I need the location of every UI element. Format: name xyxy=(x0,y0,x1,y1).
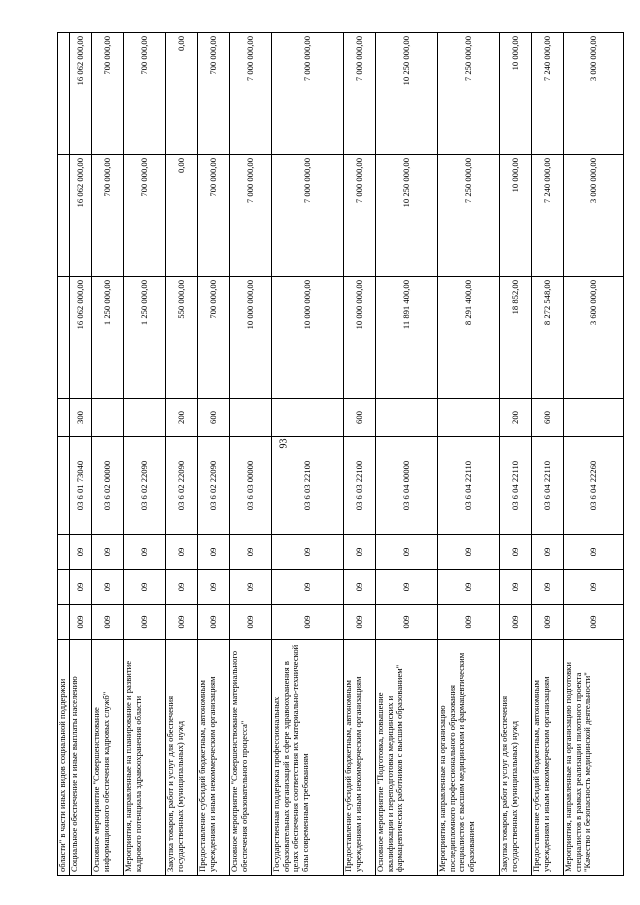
amount-col-2: 3 000 000,00 xyxy=(564,155,624,277)
amount-col-3: 7 250 000,00 xyxy=(438,33,500,155)
amount-col-2: 0,00 xyxy=(166,155,198,277)
row-name: Основное мероприятие "Совершенствование материального обеспечения образовательного процесса" xyxy=(230,640,272,876)
target-article-code: 03 6 04 00000 xyxy=(376,437,438,535)
table-row xyxy=(344,33,376,876)
table-row xyxy=(70,33,92,876)
row-name: Предоставление субсидий бюджетным, автономным учреждениям и иным некоммерческим организациям xyxy=(532,640,564,876)
amount-col-1: 1 250 000,00 xyxy=(92,277,124,399)
amount-col-3: 3 000 000,00 xyxy=(564,33,624,155)
row-name: Мероприятия, направленные на организацию последипломного профессионального образования специалистов с высшим медицинским и фармацевтическим образованием xyxy=(438,640,500,876)
amount-col-3: 0,00 xyxy=(166,33,198,155)
amount-col-2: 7 000 000,00 xyxy=(230,155,272,277)
subsection-code: 09 xyxy=(532,535,564,570)
expense-type-code xyxy=(230,399,272,437)
amount-col-1 xyxy=(58,277,70,399)
subsection-code: 09 xyxy=(70,535,92,570)
subsection-code: 09 xyxy=(124,535,166,570)
section-code: 09 xyxy=(124,570,166,605)
row-name: Основное мероприятие "Совершенствование информационного обеспечения кадровых служб" xyxy=(92,640,124,876)
amount-col-1: 8 291 400,00 xyxy=(438,277,500,399)
amount-col-1: 700 000,00 xyxy=(198,277,230,399)
amount-col-1: 550 000,00 xyxy=(166,277,198,399)
amount-col-3: 7 240 000,00 xyxy=(532,33,564,155)
row-name: Закупка товаров, работ и услуг для обеспечения государственных (муниципальных) нужд xyxy=(500,640,532,876)
grbs-code: 009 xyxy=(166,605,198,640)
grbs-code: 009 xyxy=(70,605,92,640)
amount-col-2: 7 240 000,00 xyxy=(532,155,564,277)
section-code: 09 xyxy=(198,570,230,605)
budget-table-container xyxy=(57,33,598,876)
amount-col-3: 7 000 000,00 xyxy=(344,33,376,155)
expense-type-code: 600 xyxy=(344,399,376,437)
amount-col-3: 700 000,00 xyxy=(198,33,230,155)
row-name: Основное мероприятие "Подготовка, повышение квалификации и переподготовка медицинских и фармацевтических работников с высшим образованием" xyxy=(376,640,438,876)
amount-col-2: 700 000,00 xyxy=(198,155,230,277)
amount-col-1: 16 062 000,00 xyxy=(70,277,92,399)
row-name: Закупка товаров, работ и услуг для обеспечения государственных (муниципальных) нужд xyxy=(166,640,198,876)
table-row xyxy=(58,33,70,876)
row-name: Предоставление субсидий бюджетным, автономным учреждениям и иным некоммерческим организациям xyxy=(344,640,376,876)
amount-col-3: 10 000,00 xyxy=(500,33,532,155)
amount-col-3: 7 000 000,00 xyxy=(272,33,344,155)
target-article-code: 03 6 02 22090 xyxy=(124,437,166,535)
section-code: 09 xyxy=(230,570,272,605)
section-code: 09 xyxy=(344,570,376,605)
section-code: 09 xyxy=(70,570,92,605)
amount-col-3: 700 000,00 xyxy=(92,33,124,155)
row-name: Предоставление субсидий бюджетным, автономным учреждениям и иным некоммерческим организациям xyxy=(198,640,230,876)
grbs-code xyxy=(58,605,70,640)
table-row xyxy=(166,33,198,876)
amount-col-1: 10 000 000,00 xyxy=(272,277,344,399)
target-article-code: 03 6 02 22090 xyxy=(166,437,198,535)
grbs-code: 009 xyxy=(344,605,376,640)
section-code: 09 xyxy=(272,570,344,605)
target-article-code: 03 6 04 22110 xyxy=(500,437,532,535)
grbs-code: 009 xyxy=(376,605,438,640)
row-name: области" в части иных видов социальной поддержки xyxy=(58,640,70,876)
grbs-code: 009 xyxy=(230,605,272,640)
grbs-code: 009 xyxy=(92,605,124,640)
expense-type-code: 200 xyxy=(500,399,532,437)
grbs-code: 009 xyxy=(532,605,564,640)
amount-col-1: 18 852,00 xyxy=(500,277,532,399)
expense-type-code: 200 xyxy=(166,399,198,437)
budget-table xyxy=(57,32,624,876)
amount-col-1: 10 000 000,00 xyxy=(344,277,376,399)
subsection-code: 09 xyxy=(564,535,624,570)
subsection-code: 09 xyxy=(166,535,198,570)
amount-col-1: 11 891 400,00 xyxy=(376,277,438,399)
table-row xyxy=(438,33,500,876)
amount-col-1: 10 000 000,00 xyxy=(230,277,272,399)
expense-type-code: 600 xyxy=(198,399,230,437)
target-article-code: 03 6 03 00000 xyxy=(230,437,272,535)
expense-type-code: 600 xyxy=(532,399,564,437)
page-number: 93 xyxy=(278,438,290,449)
section-code: 09 xyxy=(376,570,438,605)
table-row xyxy=(376,33,438,876)
grbs-code: 009 xyxy=(500,605,532,640)
amount-col-3: 7 000 000,00 xyxy=(230,33,272,155)
amount-col-3: 700 000,00 xyxy=(124,33,166,155)
section-code: 09 xyxy=(564,570,624,605)
subsection-code: 09 xyxy=(230,535,272,570)
amount-col-2: 7 250 000,00 xyxy=(438,155,500,277)
expense-type-code: 300 xyxy=(70,399,92,437)
table-row xyxy=(272,33,344,876)
target-article-code: 03 6 02 00000 xyxy=(92,437,124,535)
amount-col-1: 8 272 548,00 xyxy=(532,277,564,399)
section-code: 09 xyxy=(532,570,564,605)
amount-col-2: 700 000,00 xyxy=(92,155,124,277)
expense-type-code xyxy=(376,399,438,437)
section-code: 09 xyxy=(438,570,500,605)
target-article-code: 03 6 04 22260 xyxy=(564,437,624,535)
subsection-code: 09 xyxy=(500,535,532,570)
subsection-code: 09 xyxy=(92,535,124,570)
grbs-code: 009 xyxy=(564,605,624,640)
grbs-code: 009 xyxy=(438,605,500,640)
grbs-code: 009 xyxy=(198,605,230,640)
budget-table-rotated xyxy=(57,33,598,876)
table-row xyxy=(124,33,166,876)
amount-col-3 xyxy=(58,33,70,155)
table-row xyxy=(198,33,230,876)
expense-type-code xyxy=(438,399,500,437)
target-article-code: 03 6 03 22100 xyxy=(344,437,376,535)
section-code: 09 xyxy=(166,570,198,605)
amount-col-3: 16 062 000,00 xyxy=(70,33,92,155)
grbs-code: 009 xyxy=(124,605,166,640)
amount-col-2: 700 000,00 xyxy=(124,155,166,277)
subsection-code: 09 xyxy=(438,535,500,570)
row-name: Социальное обеспечение и иные выплаты населению xyxy=(70,640,92,876)
amount-col-2: 16 062 000,00 xyxy=(70,155,92,277)
subsection-code: 09 xyxy=(344,535,376,570)
target-article-code: 03 6 04 22110 xyxy=(532,437,564,535)
expense-type-code xyxy=(564,399,624,437)
subsection-code: 09 xyxy=(376,535,438,570)
amount-col-2: 7 000 000,00 xyxy=(344,155,376,277)
table-row xyxy=(230,33,272,876)
expense-type-code xyxy=(124,399,166,437)
table-row xyxy=(564,33,624,876)
amount-col-2: 7 000 000,00 xyxy=(272,155,344,277)
target-article-code: 03 6 03 22100 xyxy=(272,437,344,535)
amount-col-2: 10 000,00 xyxy=(500,155,532,277)
amount-col-1: 1 250 000,00 xyxy=(124,277,166,399)
expense-type-code xyxy=(92,399,124,437)
amount-col-2: 10 250 000,00 xyxy=(376,155,438,277)
amount-col-3: 10 250 000,00 xyxy=(376,33,438,155)
expense-type-code xyxy=(272,399,344,437)
subsection-code xyxy=(58,535,70,570)
row-name: Государственная поддержка профессиональных образовательных организаций в сфере здравоохранения в целях обеспечения соответствия их материально-технической базы современным требованиям xyxy=(272,640,344,876)
subsection-code: 09 xyxy=(272,535,344,570)
amount-col-2 xyxy=(58,155,70,277)
row-name: Мероприятия, направленные на планирование и развитие кадрового потенциала здравоохранения области xyxy=(124,640,166,876)
section-code: 09 xyxy=(92,570,124,605)
amount-col-1: 3 600 000,00 xyxy=(564,277,624,399)
grbs-code: 009 xyxy=(272,605,344,640)
table-row xyxy=(500,33,532,876)
target-article-code: 03 6 01 73040 xyxy=(70,437,92,535)
subsection-code: 09 xyxy=(198,535,230,570)
table-row xyxy=(92,33,124,876)
target-article-code xyxy=(58,437,70,535)
table-row xyxy=(532,33,564,876)
target-article-code: 03 6 02 22090 xyxy=(198,437,230,535)
section-code xyxy=(58,570,70,605)
section-code: 09 xyxy=(500,570,532,605)
expense-type-code xyxy=(58,399,70,437)
target-article-code: 03 6 04 22110 xyxy=(438,437,500,535)
row-name: Мероприятия, направленные на организацию подготовки специалистов в рамках реализации пилотного проекта "Качество и безопасность медицинской деятельности" xyxy=(564,640,624,876)
